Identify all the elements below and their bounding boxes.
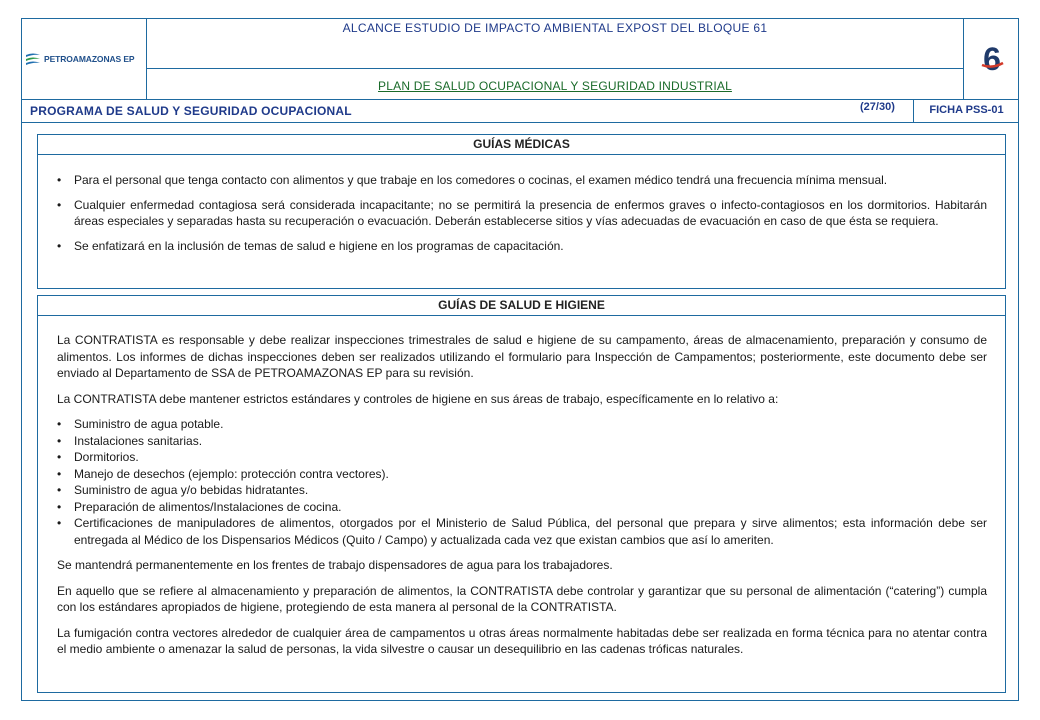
section-body bbox=[38, 316, 1005, 658]
bullet-icon: • bbox=[57, 499, 62, 514]
document-frame bbox=[21, 18, 1019, 701]
list-item bbox=[57, 466, 987, 483]
page-number: (27/30) bbox=[860, 101, 895, 113]
badge-cell bbox=[963, 19, 1019, 99]
badge-glyph: 6 bbox=[983, 43, 1001, 75]
list-item-text: Para el personal que tenga contacto con alimentos y que trabaje en los comedores o cocinas, el examen médico tendrá una frecuencia mínima mensual. bbox=[74, 173, 888, 187]
document-header bbox=[22, 19, 1018, 100]
list-item-text: Suministro de agua y/o bebidas hidratantes. bbox=[74, 483, 309, 497]
section-guias-medicas bbox=[37, 134, 1006, 289]
ficha-cell bbox=[913, 99, 1019, 122]
bullet-icon: • bbox=[57, 466, 62, 481]
program-title: PROGRAMA DE SALUD Y SEGURIDAD OCUPACIONAL bbox=[30, 104, 352, 118]
list-item bbox=[57, 515, 987, 548]
title-divider bbox=[147, 68, 963, 69]
section-heading: GUÍAS DE SALUD E HIGIENE bbox=[38, 296, 1005, 316]
paragraph: Se mantendrá permanentemente en los frentes de trabajo dispensadores de agua para los trabajadores. bbox=[57, 558, 613, 572]
bullet-icon: • bbox=[57, 516, 62, 530]
list-item bbox=[57, 449, 987, 466]
list-item bbox=[57, 416, 987, 433]
logo-text: PETROAMAZONAS EP bbox=[44, 54, 135, 64]
list-item-text: Suministro de agua potable. bbox=[74, 417, 224, 431]
bullet-icon: • bbox=[57, 197, 62, 212]
study-title: ALCANCE ESTUDIO DE IMPACTO AMBIENTAL EXPOST DEL BLOQUE 61 bbox=[342, 21, 768, 35]
list-item-text: Certificaciones de manipuladores de alimentos, otorgados por el Ministerio de Salud Pública, del personal que prepara y sirve alimentos; esta información debe ser entregada al Médico de los Dispensarios Médicos (Quito / Campo) y actualizada cada vez que existan cambios que así lo ameriten. bbox=[74, 516, 987, 547]
bullet-icon: • bbox=[57, 450, 62, 464]
list-item-text: Manejo de desechos (ejemplo: protección contra vectores). bbox=[74, 466, 389, 481]
list-item bbox=[57, 482, 987, 499]
hygiene-list bbox=[57, 416, 987, 548]
bullet-icon: • bbox=[57, 173, 62, 187]
plan-title: PLAN DE SALUD OCUPACIONAL Y SEGURIDAD INDUSTRIAL bbox=[378, 79, 732, 93]
paragraph: La CONTRATISTA es responsable y debe realizar inspecciones trimestrales de salud e higiene de su campamento, áreas de almacenamiento, preparación y consumo de alimentos. Los informes de dichas inspecciones deben ser realizados utilizando el formulario para Inspección de Campamentos; posteriormente, este documento debe ser enviado al Departamento de SSA de PETROAMAZONAS EP para su revisión. bbox=[57, 333, 987, 380]
bullet-icon: • bbox=[57, 417, 62, 431]
paragraph: La fumigación contra vectores alrededor de cualquier área de campamentos u otras áreas normalmente habitadas debe ser realizada en forma técnica para no atentar contra el medio ambiente o amenazar la salud de personas, la vida silvestre o causar un desequilibrio en las cadenas tróficas naturales. bbox=[57, 625, 987, 656]
list-item-text: Instalaciones sanitarias. bbox=[74, 433, 203, 448]
logo-cell bbox=[22, 19, 147, 99]
list-item bbox=[57, 172, 987, 189]
list-item-text: Cualquier enfermedad contagiosa será considerada incapacitante; no se permitirá la presencia de enfermos graves o infecto-contagiosos en los dormitorios. Habitarán áreas especiales y separadas hasta su recuperación o evacuación. Deberán establecerse sitios y vías adecuadas de evacuación en caso de que ésta se requiera. bbox=[74, 197, 987, 228]
list-item-text: Dormitorios. bbox=[74, 450, 139, 464]
paragraph: En aquello que se refiere al almacenamiento y preparación de alimentos, la CONTRATISTA debe controlar y garantizar que su personal de alimentación (“catering”) cumpla con los estándares apropiados de higiene, protegiendo de esta manera al personal de la CONTRATISTA. bbox=[57, 583, 987, 614]
list-item bbox=[57, 499, 987, 516]
list-item-text: Preparación de alimentos/Instalaciones de cocina. bbox=[74, 499, 342, 514]
title-cell bbox=[147, 19, 963, 99]
bullet-icon: • bbox=[57, 483, 62, 497]
section-body bbox=[38, 155, 1005, 254]
petroamazonas-logo-icon bbox=[25, 51, 41, 67]
list-item bbox=[57, 433, 987, 450]
six-logo-icon bbox=[976, 43, 1008, 75]
program-bar bbox=[22, 99, 1018, 123]
list-item bbox=[57, 197, 987, 230]
ficha-code: FICHA PSS-01 bbox=[929, 104, 1004, 116]
paragraph: La CONTRATISTA debe mantener estrictos estándares y controles de higiene en sus áreas de trabajo, específicamente en lo relativo a: bbox=[57, 391, 779, 406]
bullet-icon: • bbox=[57, 238, 62, 253]
section-guias-salud-higiene bbox=[37, 295, 1006, 693]
bullet-icon: • bbox=[57, 433, 62, 448]
list-item bbox=[57, 238, 987, 255]
company-logo bbox=[25, 51, 135, 67]
list-item-text: Se enfatizará en la inclusión de temas de salud e higiene en los programas de capacitación. bbox=[74, 238, 564, 253]
section-heading: GUÍAS MÉDICAS bbox=[38, 135, 1005, 155]
